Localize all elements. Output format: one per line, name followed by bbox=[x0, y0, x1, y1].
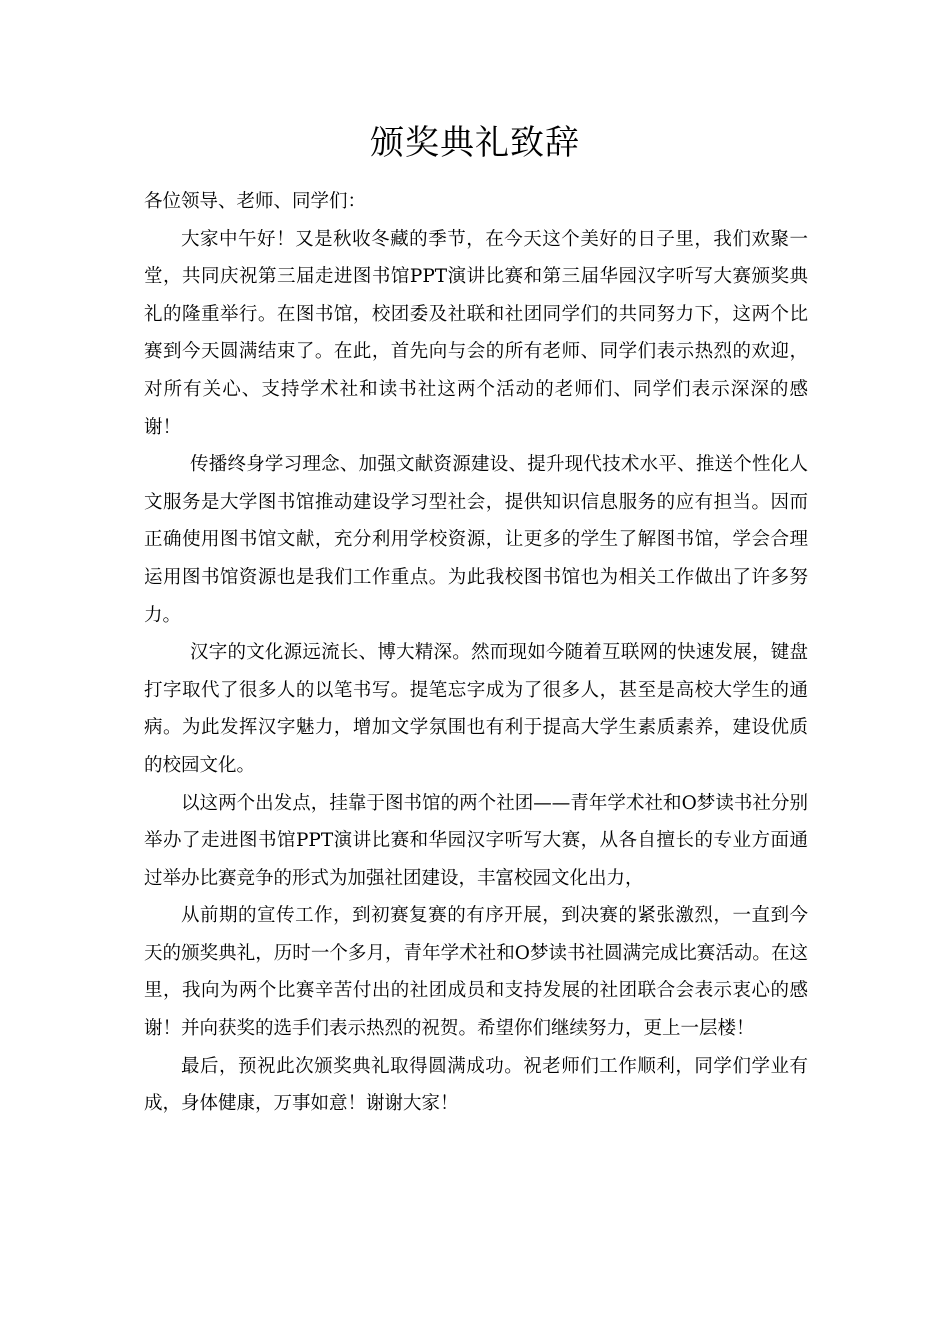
document-body bbox=[144, 183, 808, 1123]
salutation: 各位领导、老师、同学们： bbox=[144, 191, 367, 212]
paragraph-societies: 以这两个出发点，挂靠于图书馆的两个社团——青年学术社和O梦读书社分别举办了走进图书馆PPT演讲比赛和华园汉字听写大赛，从各自擅长的专业方面通过举办比赛竞争的形式为加强社团建设，丰富校园文化出力， bbox=[144, 792, 808, 889]
paragraph-chinese-characters: 汉字的文化源远流长、博大精深。然而现如今随着互联网的快速发展，键盘打字取代了很多人的以笔书写。提笔忘字成为了很多人，甚至是高校大学生的通病。为此发挥汉字魅力，增加文学氛围也有利于提高大学生素质素养，建设优质的校园文化。 bbox=[144, 642, 808, 776]
document-title: 颁奖典礼致辞 bbox=[370, 123, 580, 163]
paragraph-closing: 最后，预祝此次颁奖典礼取得圆满成功。祝老师们工作顺利，同学们学业有成，身体健康，万事如意！谢谢大家！ bbox=[144, 1055, 808, 1115]
paragraph-greeting: 大家中午好！又是秋收冬藏的季节，在今天这个美好的日子里，我们欢聚一堂，共同庆祝第三届走进图书馆PPT演讲比赛和第三届华园汉字听写大赛颁奖典礼的隆重举行。在图书馆，校团委及社联和社团同学们的共同努力下，这两个比赛到今天圆满结束了。在此，首先向与会的所有老师、同学们表示热烈的欢迎，对所有关心、支持学术社和读书社这两个活动的老师们、同学们表示深深的感谢！ bbox=[144, 228, 808, 438]
paragraph-thanks: 从前期的宣传工作，到初赛复赛的有序开展，到决赛的紧张激烈，一直到今天的颁奖典礼，历时一个多月，青年学术社和O梦读书社圆满完成比赛活动。在这里，我向为两个比赛辛苦付出的社团成员和支持发展的社团联合会表示衷心的感谢！并向获奖的选手们表示热烈的祝贺。希望你们继续努力，更上一层楼！ bbox=[144, 905, 808, 1040]
paragraph-library-mission: 传播终身学习理念、加强文献资源建设、提升现代技术水平、推送个性化人文服务是大学图书馆推动建设学习型社会，提供知识信息服务的应有担当。因而正确使用图书馆文献，充分利用学校资源，让更多的学生了解图书馆，学会合理运用图书馆资源也是我们工作重点。为此我校图书馆也为相关工作做出了许多努力。 bbox=[144, 454, 808, 626]
